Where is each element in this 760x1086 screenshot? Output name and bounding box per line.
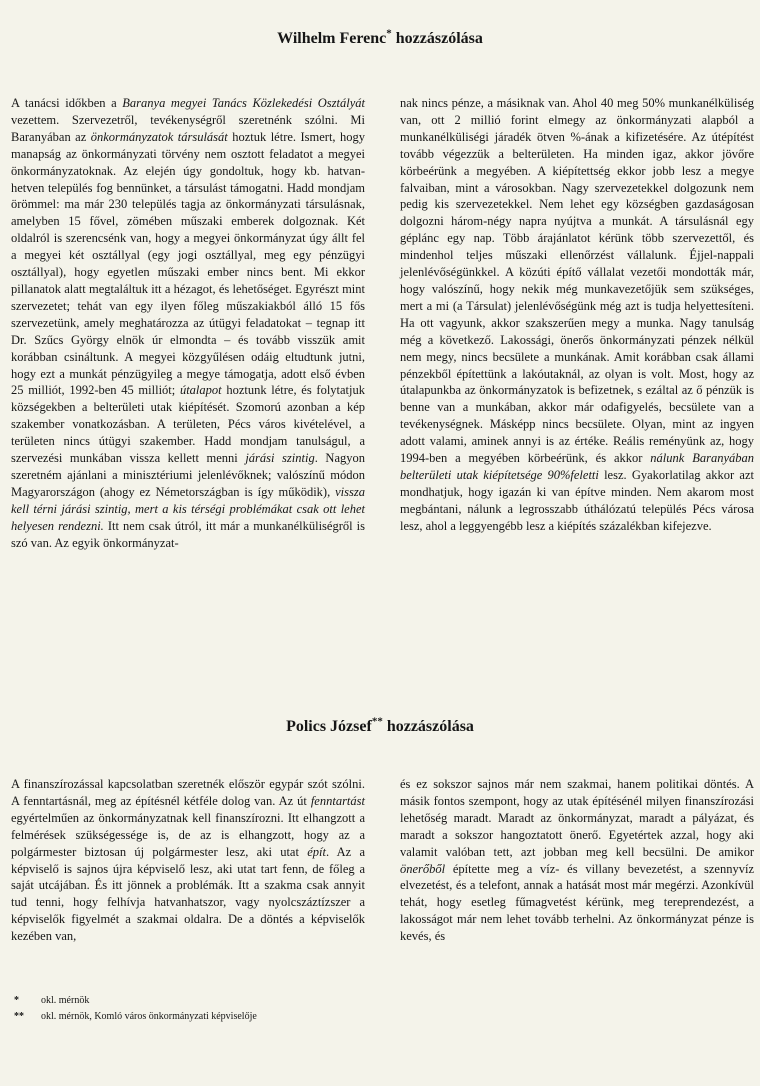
italic-text: önerőből — [400, 861, 446, 876]
body-text: hoztuk létre. Ismert, hogy manapság az önkormányzati törvény nem osztott feladatot a megyei önkormányzatoknak. Az elején úgy gondoltuk, hogy kb. hatvan-hetven település fog bennünket, a társulást támogatni. Hadd mondjam örömmel: ma már 230 település tagja az önkormányzati társulásnak, amelyben 15 fővel, zömében műszaki emberek dolgoznak. Két oldalról is szerencsénk van, hogy a megyei önkormányzat úgy állt fel a megyei két osztállyal (egy jogi osztállyal, meg egy pénzügyi osztállyal), hogy egyetlen műszaki ember nincs bent. Mi ekkor pillanatok alatt megtaláltuk itt a hézagot, és lehetőséget. Egyrészt mint szervezetet; tehát van egy ilyen főleg műszakiakból álló 15 fős szervezetünk, amely meghatározza az útügyi feladatokat – tegnap itt Dr. Szűcs György elnök úr elmondta – és tovább visszük amit korábban csináltunk. A megyei közgyűlésen odáig eltudtunk jutni, hogy ezt a munkát pénzügyileg a megye támogatja, adott első évben 25 milliót, 1992-ben 45 milliót; — [11, 129, 365, 398]
body-text: lesz. Gyakorlatilag akkor azt mondhatjuk, hogy igazán ki van építve minden. Nem akarom most megbántani, nálunk a legrosszabb úthálózatú település Pécs városa lesz, ahol a leggyengébb lesz a kiépítés százalékban kifejezve. — [400, 467, 754, 533]
italic-text: épít — [307, 844, 326, 859]
body-text: hoztunk létre, és folytatjuk községekben a belterületi utak kiépítését. Szomorú azonban a kép szakember vonatkozásban. A területen, Pécs város kivételével, a területen nincs útügyi szakember. Hadd mondjam tanulságul, a szervezési munkában vissza kellett menni — [11, 383, 366, 466]
body-text: vezettem. Szervezetről, tevékenységről szeretnénk szólni. Mi Baranyában az — [11, 112, 365, 144]
italic-text: járási szintig — [245, 451, 315, 466]
body-text: A tanácsi időkben a — [11, 96, 123, 110]
italic-text: Baranya megyei Tanács Közlekedési Osztályát — [122, 96, 365, 110]
footnotes — [14, 993, 257, 1024]
article2-title: Polics József** hozzászólása — [286, 715, 474, 735]
italic-text: nálunk Baranyában belterületi utak kiépítetsége 90%feletti — [400, 451, 754, 482]
footnote: * okl. mérnök — [14, 995, 90, 1006]
italic-text: vissza kell térni járási szintig, mert a kis térségi problémákat csak ott lehet helyesen rendezni. — [11, 484, 365, 533]
italic-text: fenntartást — [310, 793, 365, 808]
body-text: építette meg a víz- és villany bevezetést, a szennyvíz elvezetést, és a telefont, annak a hatását most már megérzi. Azonkívül tehát, hogy esetleg fűmagvetést kérünk, meg tereprendezést, a lakosságot már nem lehet tovább terhelni. Az önkormányzat pénze is kevés, és — [400, 861, 754, 944]
body-text: egyértelműen az önkormányzatnak kell finanszírozni. Itt elhangzott a felmérések szükségessége is, de az is elhangzott, hogy az a polgármester biztosan új polgármester lesz, aki utat — [11, 810, 365, 859]
article2-left-column — [11, 776, 365, 945]
body-text: . Nagyon szeretném ajánlani a minisztériumi jelenlévőknek; valószínű módon Magyarországon (ahogy ez Németországban is így működik), — [11, 451, 365, 499]
italic-text: útalapot — [179, 383, 222, 398]
article2-right-column — [400, 776, 754, 945]
body-text: nak nincs pénze, a másiknak van. Ahol 40 meg 50% munkanélküliség van, ott 2 millió forint elmegy az önkormányzati alapból a munkanélküliségi járadék ötven %-ának a kifizetésére. Az útépítést tovább végezzük a belterületen. Ha minden igaz, akkor jövőre körbeérünk a megyében. A kiépítettség ekkor jobb lesz a megye falvaiban, mint a városokban. Nagy szervezetekkel dolgozunk nem pedig kis szervezetekkel. Nem lehet egy községben gazdaságosan dolgozni három-négy napra nyújtva a munkát. A társulásnál egy géplánc egy nap. Több árajánlatot kérünk több szervezettől, és mindenhol teljes műszaki ellenőrzést vállalunk. Éjjel-nappali jelenlévőségünkkel. A közúti építő vállalat vezetői mondották már, hogy valószínű, hogy nekik még munkavezetőjük sem szükséges, mert a mi (a Társulat) jelenlévőségünk még azt is tudja helyettesíteni. Ha ott vagyunk, akkor szakszerűen megy a munka. Nagy tanulság még a következő. Lakossági, önerős önkormányzati pénzek nélkül nem megy, nincs becsülete a munkának. Amit korábban csak állami pénzekből építettünk a lakóutaknál, az olyan is volt. Most, hogy az útalapunkba az önkormányzatok is befizetnek, s ezáltal az ő pénzük is benne van a munkában, akkor már odafigyelés, becsülete van a tevékenységnek. Másképp nincs becsülete. Olyan, mint az ingyen adott valami, aminek annyi is az értéke. Reális reményünk az, hogy 1994-ben a megyében körbeérünk, és akkor — [400, 96, 754, 466]
article1-left-column — [11, 95, 365, 551]
body-text: . Az a képviselő is sajnos újra képviselő lesz, aki utat tart fenn, de főleg a saját utcájában. És itt jönnek a problémák. Itt a szakma csak annyit tud tenni, hogy felhívja hatvanhatszor, vagy nyolcszáztízszer a képviselők figyelmét a szakmai oldalra. De a döntés a képviselők kezében van, — [11, 844, 365, 944]
article1-right-column — [400, 95, 754, 535]
body-text: Itt nem csak útról, itt már a munkanélküliségről is szó van. Az egyik önkormányzat- — [11, 518, 365, 550]
body-text: és ez sokszor sajnos már nem szakmai, hanem politikai döntés. A másik fontos szempont, hogy az utak építésénél milyen finanszírozási lehetőség maradt. Maradt az önkormányzat, maradt a pályázat, és maradt a sokszor hangoztatott önerő. Egyetértek azzal, hogy aki valamit valóban tett, azt jobban meg kell becsülni. De amikor — [400, 777, 754, 859]
body-text: A finanszírozással kapcsolatban szeretnék először egypár szót szólni. A fenntartásnál, meg az építésnél kétféle dolog van. Az út — [11, 777, 365, 808]
footnote: ** okl. mérnök, Komló város önkormányzati képviselője — [14, 1010, 257, 1022]
italic-text: önkormányzatok társulását — [90, 129, 228, 144]
article1-title: Wilhelm Ferenc* hozzászólása — [277, 27, 483, 47]
